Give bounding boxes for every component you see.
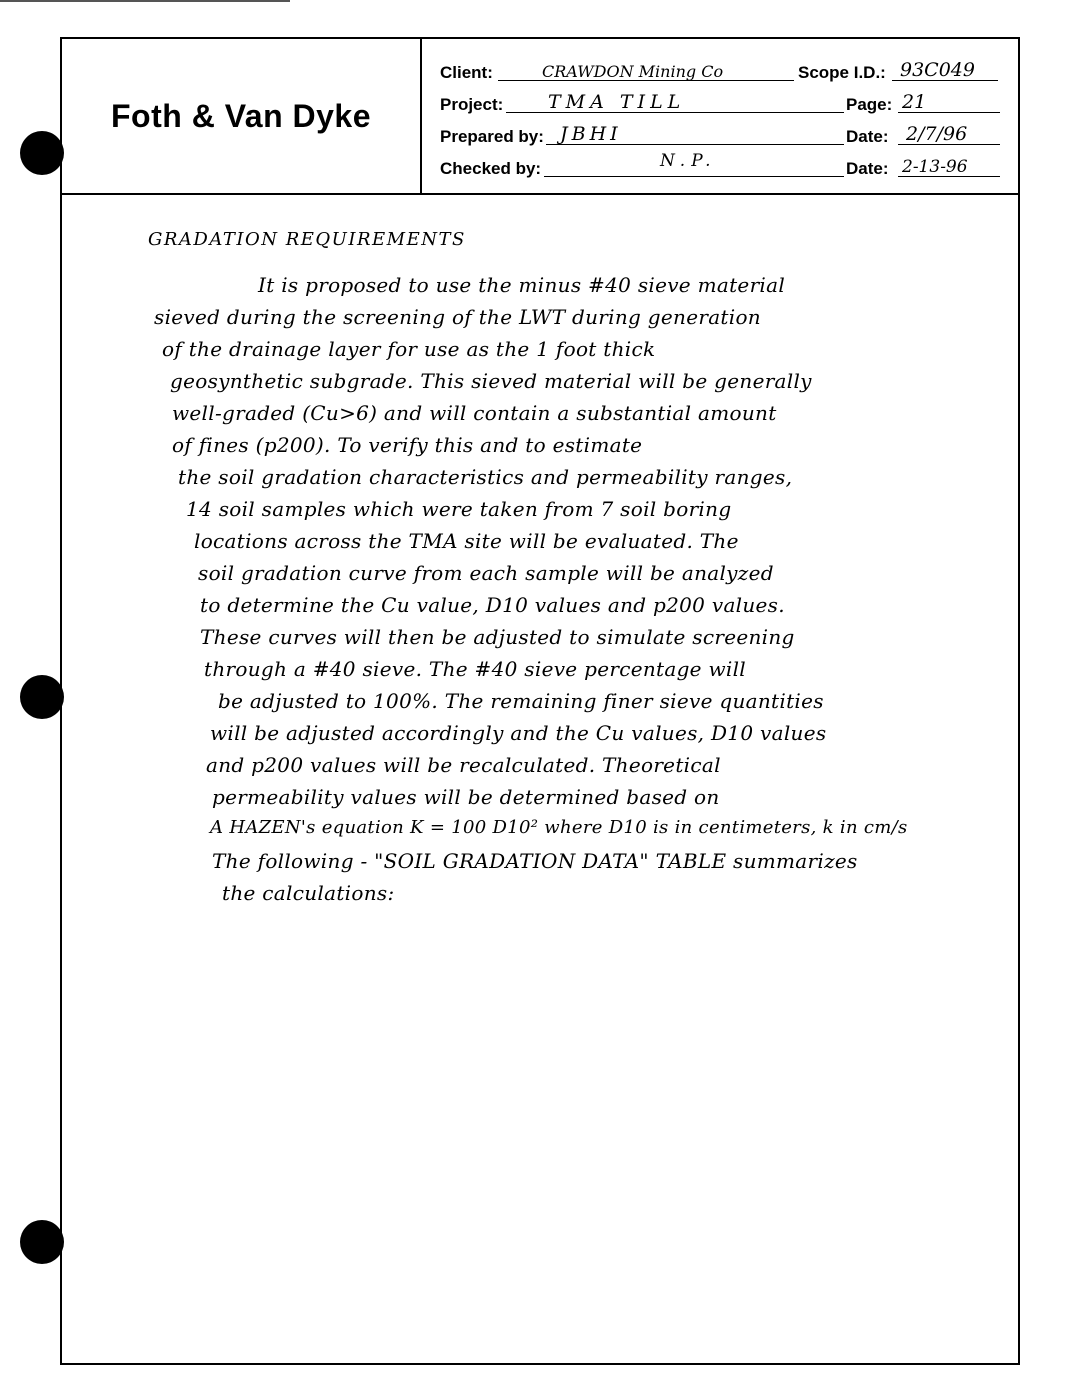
note-line: to determine the Cu value, D10 values and p200 values. [200, 593, 785, 617]
note-line: be adjusted to 100%. The remaining finer sieve quantities [218, 689, 824, 713]
scope-label: Scope I.D.: [798, 63, 886, 82]
checked-row [422, 153, 1018, 183]
note-line: will be adjusted accordingly and the Cu values, D10 values [210, 721, 827, 745]
project-value: TMA TILL [548, 91, 686, 113]
note-line: geosynthetic subgrade. This sieved material will be generally [170, 369, 812, 393]
note-line: through a #40 sieve. The #40 sieve percentage will [204, 657, 746, 681]
note-line: the soil gradation characteristics and permeability ranges, [178, 465, 793, 489]
note-line: of fines (p200). To verify this and to estimate [172, 433, 643, 457]
checked-date-label: Date: [846, 159, 889, 178]
note-line: A HAZEN's equation K = 100 D10² where D10 is in centimeters, k in cm/s [210, 817, 908, 838]
page-label: Page: [846, 95, 893, 114]
handwritten-notes [62, 195, 1018, 1363]
prepared-row [422, 121, 1018, 151]
project-row [422, 89, 1018, 119]
note-line: 14 soil samples which were taken from 7 soil boring [186, 497, 732, 521]
note-line: sieved during the screening of the LWT during generation [154, 305, 761, 329]
checked-label: Checked by: [440, 159, 542, 178]
checked-line [544, 176, 844, 177]
checked-value: N.P. [660, 151, 717, 171]
scope-value: 93C049 [900, 59, 975, 81]
prepared-date-label: Date: [846, 127, 889, 146]
sheet-header [62, 39, 1018, 195]
note-line: It is proposed to use the minus #40 sieve material [258, 273, 786, 297]
note-line: These curves will then be adjusted to simulate screening [200, 625, 795, 649]
notes-heading: GRADATION REQUIREMENTS [148, 229, 466, 250]
note-line: locations across the TMA site will be evaluated. The [194, 529, 739, 553]
prepared-date-value: 2/7/96 [906, 123, 968, 145]
calculation-sheet [60, 37, 1020, 1365]
binder-hole-bottom [20, 1220, 64, 1264]
company-name: Foth & Van Dyke [62, 39, 422, 193]
note-line: and p200 values will be recalculated. Theoretical [206, 753, 721, 777]
client-row [422, 57, 1018, 87]
binder-hole-top [20, 131, 64, 175]
note-line: well-graded (Cu>6) and will contain a substantial amount [172, 401, 777, 425]
client-value: CRAWDON Mining Co [542, 62, 724, 81]
note-line: permeability values will be determined based on [212, 785, 720, 809]
note-line: soil gradation curve from each sample will be analyzed [198, 561, 774, 585]
prepared-value: JBHI [560, 123, 622, 145]
client-label: Client: [440, 63, 493, 82]
note-line: the calculations: [222, 881, 395, 905]
scan-edge-line [0, 0, 290, 2]
binder-hole-middle [20, 675, 64, 719]
note-line: The following - "SOIL GRADATION DATA" TABLE summarizes [212, 849, 858, 873]
header-fields [422, 39, 1018, 193]
note-line: of the drainage layer for use as the 1 foot thick [162, 337, 656, 361]
project-label: Project: [440, 95, 504, 114]
page-value: 21 [902, 91, 927, 113]
checked-date-value: 2-13-96 [902, 157, 968, 177]
prepared-label: Prepared by: [440, 127, 544, 146]
